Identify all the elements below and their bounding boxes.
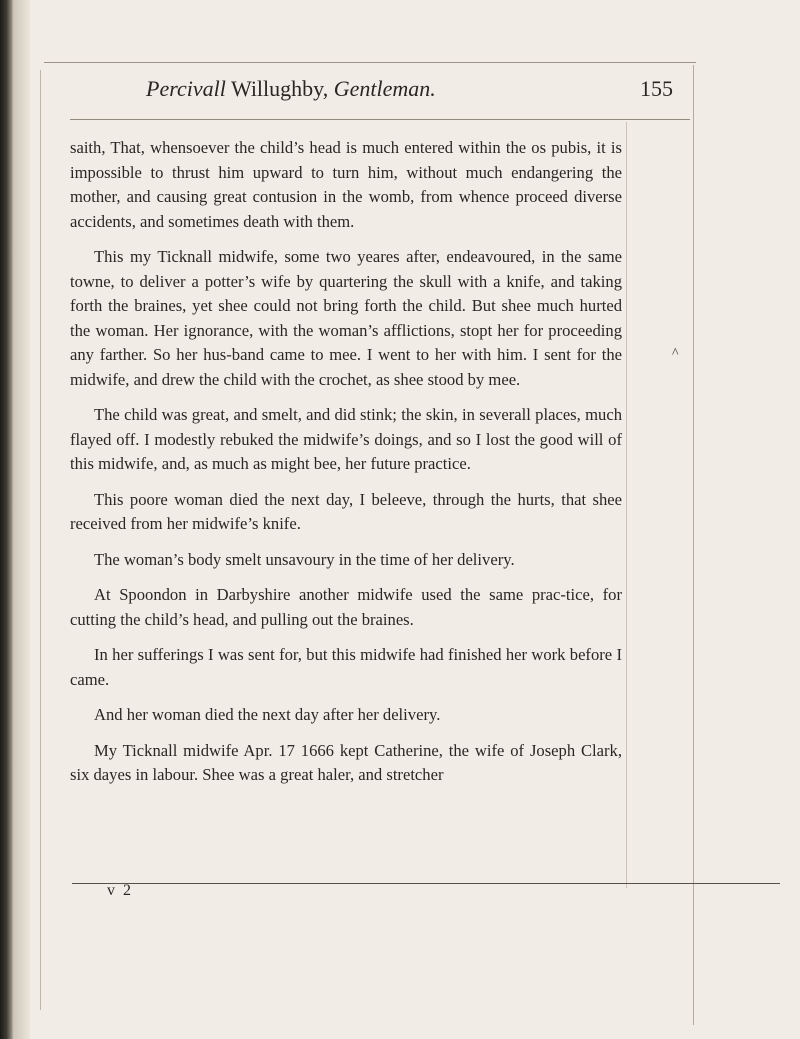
paragraph: saith, That, whensoever the child’s head is much entered within the os pubis, it is impossible to thrust him upward to turn him, without much endangering the mother, and causing great contusion in the womb, from whence proceed diverse accidents, and sometimes death with them. bbox=[70, 138, 622, 231]
frame-rule-top bbox=[44, 62, 696, 63]
margin-caret-mark: ^ bbox=[672, 346, 679, 361]
header-title-roman: Willughby, bbox=[230, 76, 329, 101]
signature-mark: v 2 bbox=[107, 882, 133, 899]
header-title-italic-2: Gentleman. bbox=[333, 76, 436, 101]
text-column-rule bbox=[626, 122, 627, 888]
paragraph: My Ticknall midwife Apr. 17 1666 kept Catherine, the wife of Joseph Clark, six dayes in labour. Shee was a great haler, and stretcher bbox=[70, 740, 622, 784]
body-text bbox=[70, 136, 622, 788]
frame-rule-right bbox=[693, 65, 694, 1025]
page-gutter bbox=[14, 0, 30, 1039]
book-binding-edge bbox=[0, 0, 14, 1039]
paragraph: The child was great, and smelt, and did stink; the skin, in severall places, much flayed off. I modestly rebuked the midwife’s doings, and so I lost the good will of this midwife, and, as much as might bee, her future practice. bbox=[70, 405, 622, 473]
paragraph: In her sufferings I was sent for, but this midwife had finished her work before I came. bbox=[70, 645, 622, 689]
frame-rule-bottom bbox=[72, 883, 780, 884]
header-rule bbox=[70, 119, 690, 120]
running-header bbox=[146, 72, 686, 106]
page-number: 155 bbox=[640, 76, 673, 101]
header-title-italic: Percivall bbox=[146, 76, 226, 101]
paragraph: This my Ticknall midwife, some two yeares after, endeavoured, in the same towne, to deliver a potter’s wife by quartering the skull with a knife, and taking forth the braines, yet shee could not bring forth the child. But shee much hurted the woman. Her ignorance, with the woman’s afflictions, stopt her for proceeding any farther. So her hus-band came to mee. I went to her with him. I sent for the midwife, and drew the child with the crochet, as shee stood by mee. bbox=[70, 247, 622, 389]
paragraph: The woman’s body smelt unsavoury in the time of her delivery. bbox=[94, 549, 515, 569]
paragraph: At Spoondon in Darbyshire another midwife used the same prac-tice, for cutting the child’s head, and pulling out the braines. bbox=[70, 585, 622, 629]
paragraph: This poore woman died the next day, I beleeve, through the hurts, that shee received from her midwife’s knife. bbox=[70, 489, 622, 533]
frame-rule-left bbox=[40, 70, 41, 1010]
paragraph: And her woman died the next day after her delivery. bbox=[94, 705, 441, 724]
